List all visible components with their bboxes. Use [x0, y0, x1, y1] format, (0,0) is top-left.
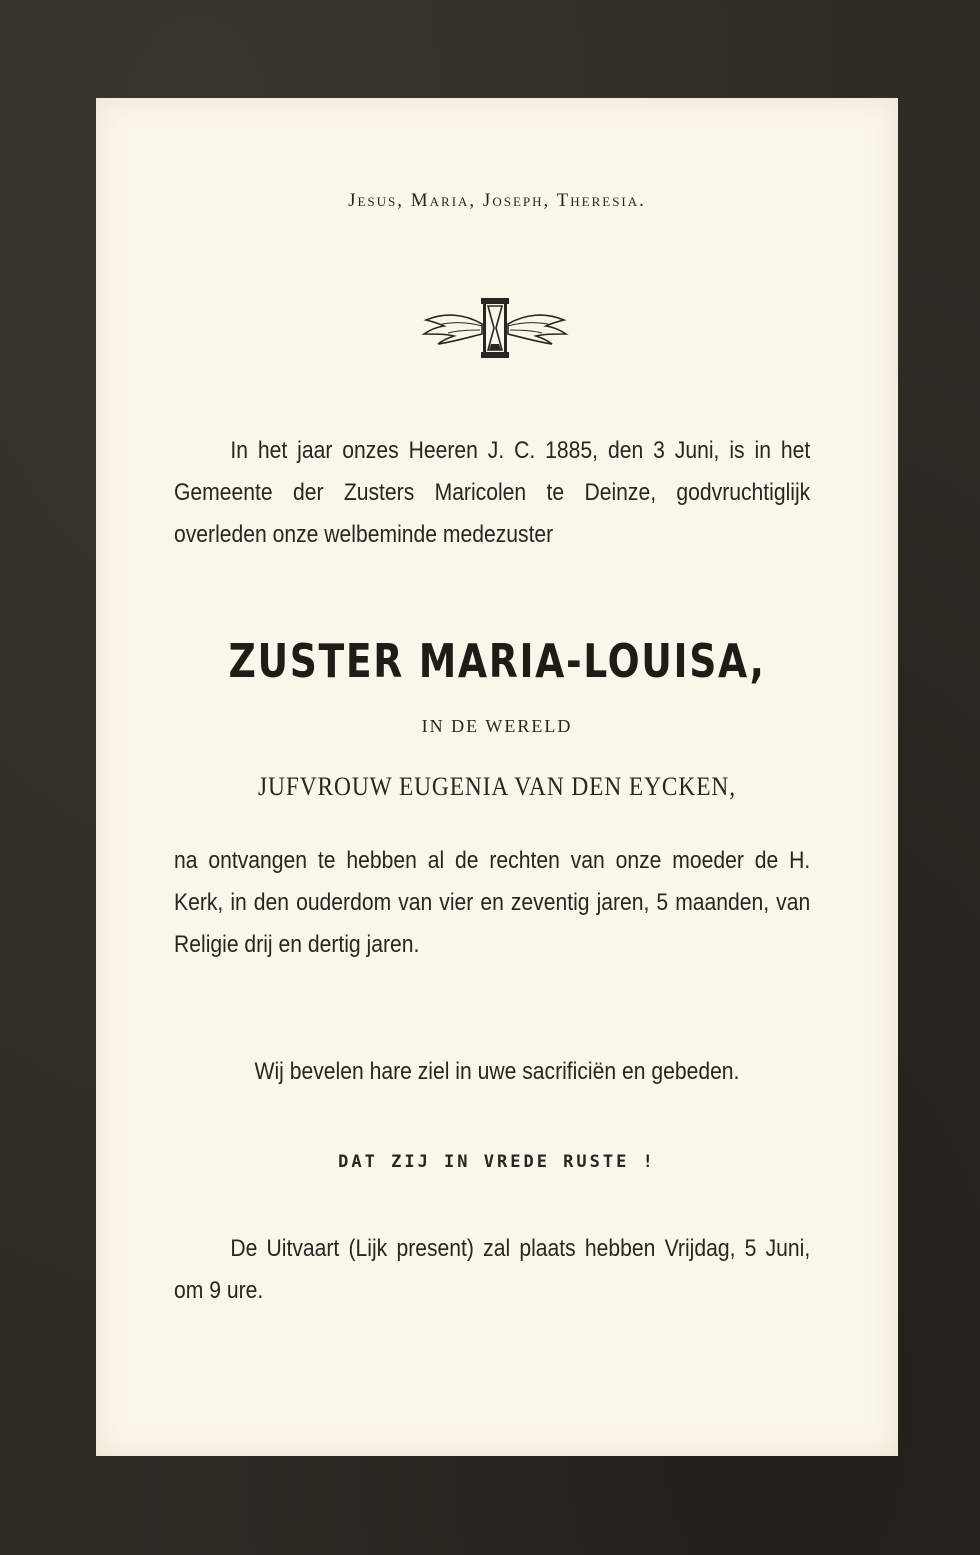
- rest-in-peace: DAT ZIJ IN VREDE RUSTE !: [338, 1152, 656, 1172]
- sacraments-paragraph: na ontvangen te hebben al de rechten van onze moeder de H. Kerk, in den ouderdom van vier en zeventig jaren, 5 maanden, van Religie drij en dertig jaren.: [174, 847, 811, 958]
- world-name: JUFVROUW EUGENIA VAN DEN EYCKEN,: [258, 772, 736, 801]
- mourning-card: [96, 98, 898, 1456]
- funeral-announcement: De Uitvaart (Lijk present) zal plaats hebben Vrijdag, 5 Juni, om 9 ure.: [174, 1235, 811, 1304]
- winged-hourglass-icon: [420, 294, 570, 362]
- in-de-wereld-label: IN DE WERELD: [421, 716, 573, 736]
- prayer-request: Wij bevelen hare ziel in uwe sacrificiën en gebeden.: [254, 1058, 740, 1085]
- religious-name: ZUSTER MARIA-LOUISA,: [228, 634, 766, 688]
- announcement-paragraph: In het jaar onzes Heeren J. C. 1885, den 3 Juni, is in het Gemeente der Zusters Maricolen te Deinze, godvruchtiglijk overleden onze welbeminde medezuster: [174, 437, 811, 548]
- invocation-heading: Jesus, Maria, Joseph, Theresia.: [348, 190, 646, 211]
